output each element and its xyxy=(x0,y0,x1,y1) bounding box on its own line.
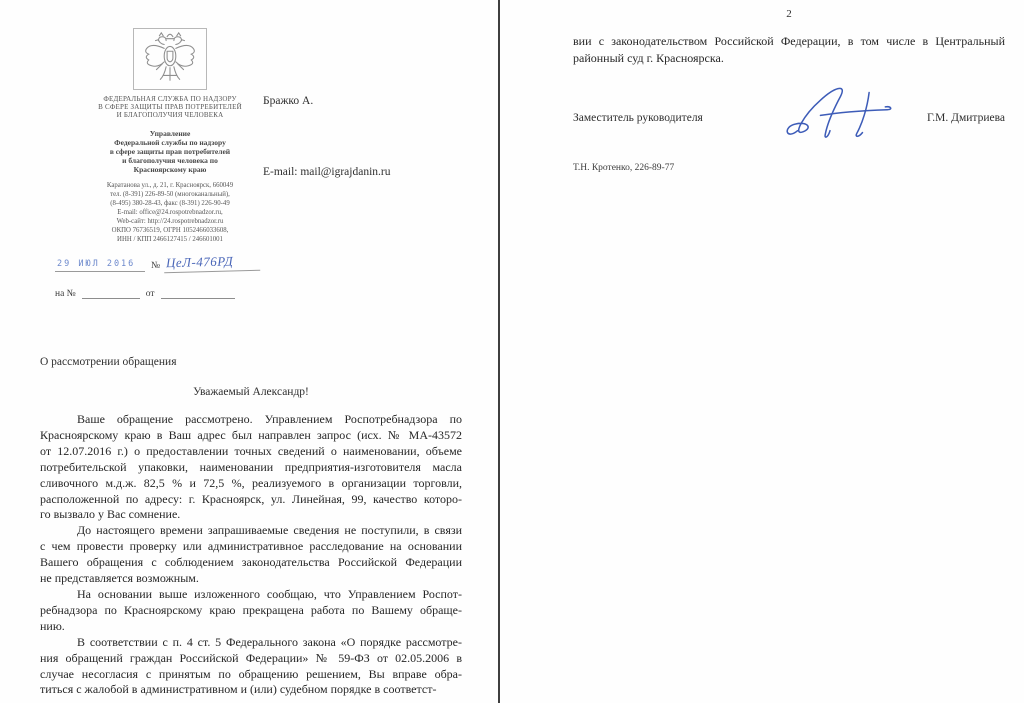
text-line: Красноярскому краю в Ваш адрес был направлен запрос (исх. № МА-43572 xyxy=(40,427,462,442)
text-line: E-mail: office@24.rospotrebnadzor.ru, xyxy=(117,209,223,216)
text-line: Вашего обращения с соблюдением законодательства Российской Федерации xyxy=(40,555,462,570)
text-line: не представляется возможным. xyxy=(40,571,199,586)
text-line: потребительской упаковки, наименовании предприятия-изготовителя масла xyxy=(40,459,462,474)
contact-details xyxy=(55,181,285,244)
text-line: в сфере защиты прав потребителей xyxy=(109,147,231,156)
subject-line: О рассмотрении обращения xyxy=(40,356,177,368)
letter-page-1 xyxy=(0,0,498,703)
text-line: В соответствии с п. 4 ст. 5 Федерального закона «О порядке рассмотре- xyxy=(77,634,462,649)
text-line: ФЕДЕРАЛЬНАЯ СЛУЖБА ПО НАДЗОРУ xyxy=(103,95,237,103)
text-line: Web-сайт: http://24.rospotrebnadzor.ru xyxy=(116,218,224,225)
paragraph xyxy=(40,523,462,587)
blank-underline xyxy=(82,288,140,299)
text-line: ОКПО 76736519, ОГРН 1052466033608, xyxy=(111,227,229,234)
text-line: ния обращений граждан Российской Федерации» № 59-ФЗ от 02.05.2006 в xyxy=(40,650,462,665)
paragraph xyxy=(40,587,462,635)
text-line: с чем провести проверку или административное расследование на основании xyxy=(40,539,462,554)
text-line: Красноярскому краю xyxy=(133,165,207,174)
ref-ot-label: от xyxy=(145,289,155,299)
text-line: вии с законодательством Российской Федерации, в том числе в Центральный xyxy=(573,34,1005,48)
department-name xyxy=(55,129,285,174)
text-line: До настоящего времени запрашиваемые сведения не поступили, в связи xyxy=(77,523,462,538)
letter-page-2 xyxy=(500,0,1024,703)
text-line: титься с жалобой в административном и (или) судебном порядке в соответст- xyxy=(40,682,437,697)
executor-contact: Т.Н. Кротенко, 226-89-77 xyxy=(573,163,675,173)
text-line: Каратанова ул., д. 21, г. Красноярск, 660049 xyxy=(106,182,234,189)
coat-of-arms-icon xyxy=(133,28,207,90)
continuation-paragraph xyxy=(573,33,1005,66)
text-line: и благополучия человека по xyxy=(122,156,218,165)
handwritten-outgoing-number: ЦеЛ-476РД xyxy=(164,253,260,274)
paragraph xyxy=(40,635,462,699)
signature-icon xyxy=(778,83,903,145)
signer-position: Заместитель руководителя xyxy=(573,112,703,124)
agency-name xyxy=(55,95,285,119)
text-line: тел. (8-391) 226-89-50 (многоканальный), xyxy=(110,191,230,198)
text-line: Ваше обращение рассмотрено. Управлением Роспотребнадзора по xyxy=(77,412,462,426)
reference-row xyxy=(55,288,285,299)
salutation: Уважаемый Александр! xyxy=(193,386,309,398)
date-stamp: 29 ИЮЛ 2016 xyxy=(55,259,145,272)
signature-block xyxy=(573,108,1005,168)
paragraph xyxy=(40,412,462,523)
text-line: (8-495) 380-28-43, факс (8-391) 226-90-49 xyxy=(110,200,230,207)
text-line: сливочного м.д.ж. 82,5 % и 72,5 %, реализуемого в организации торговли, xyxy=(40,475,462,490)
text-line: районный суд г. Красноярска. xyxy=(573,50,724,65)
blank-underline xyxy=(161,288,235,299)
text-line: ребнадзора по Красноярскому краю прекращена работа по Вашему обраще- xyxy=(40,602,462,617)
text-line: На основании выше изложенного сообщаю, что Управлением Роспот- xyxy=(77,586,462,601)
text-line: И БЛАГОПОЛУЧИЯ ЧЕЛОВЕКА xyxy=(116,111,224,119)
text-line: го вызвало у Вас сомнение. xyxy=(40,507,181,522)
date-number-row xyxy=(55,254,285,272)
letter-body xyxy=(40,412,462,698)
letterhead xyxy=(55,28,285,299)
addressee-name: Бражко А. xyxy=(263,95,314,107)
text-line: Федеральной службы по надзору xyxy=(114,138,226,147)
ref-na-label: на № xyxy=(55,289,76,299)
text-line: Управление xyxy=(149,129,191,138)
text-line: от 12.07.2016 г.) о предоставлении точных сведений о наименовании, объеме xyxy=(40,443,462,458)
text-line: нию. xyxy=(40,618,65,633)
text-line: случае несогласия с принятым по обращению решением, Вы вправе обра- xyxy=(40,666,462,681)
text-line: расположенной по адресу: г. Красноярск, ул. Линейная, 99, качество которо- xyxy=(40,491,462,506)
text-line: В СФЕРЕ ЗАЩИТЫ ПРАВ ПОТРЕБИТЕЛЕЙ xyxy=(98,103,242,111)
text-line: ИНН / КПП 2466127415 / 246601001 xyxy=(117,236,223,243)
page-number: 2 xyxy=(786,8,792,20)
addressee-email: E-mail: mail@igrajdanin.ru xyxy=(263,166,391,178)
number-label: № xyxy=(151,261,161,271)
signer-name: Г.М. Дмитриева xyxy=(926,112,1005,124)
